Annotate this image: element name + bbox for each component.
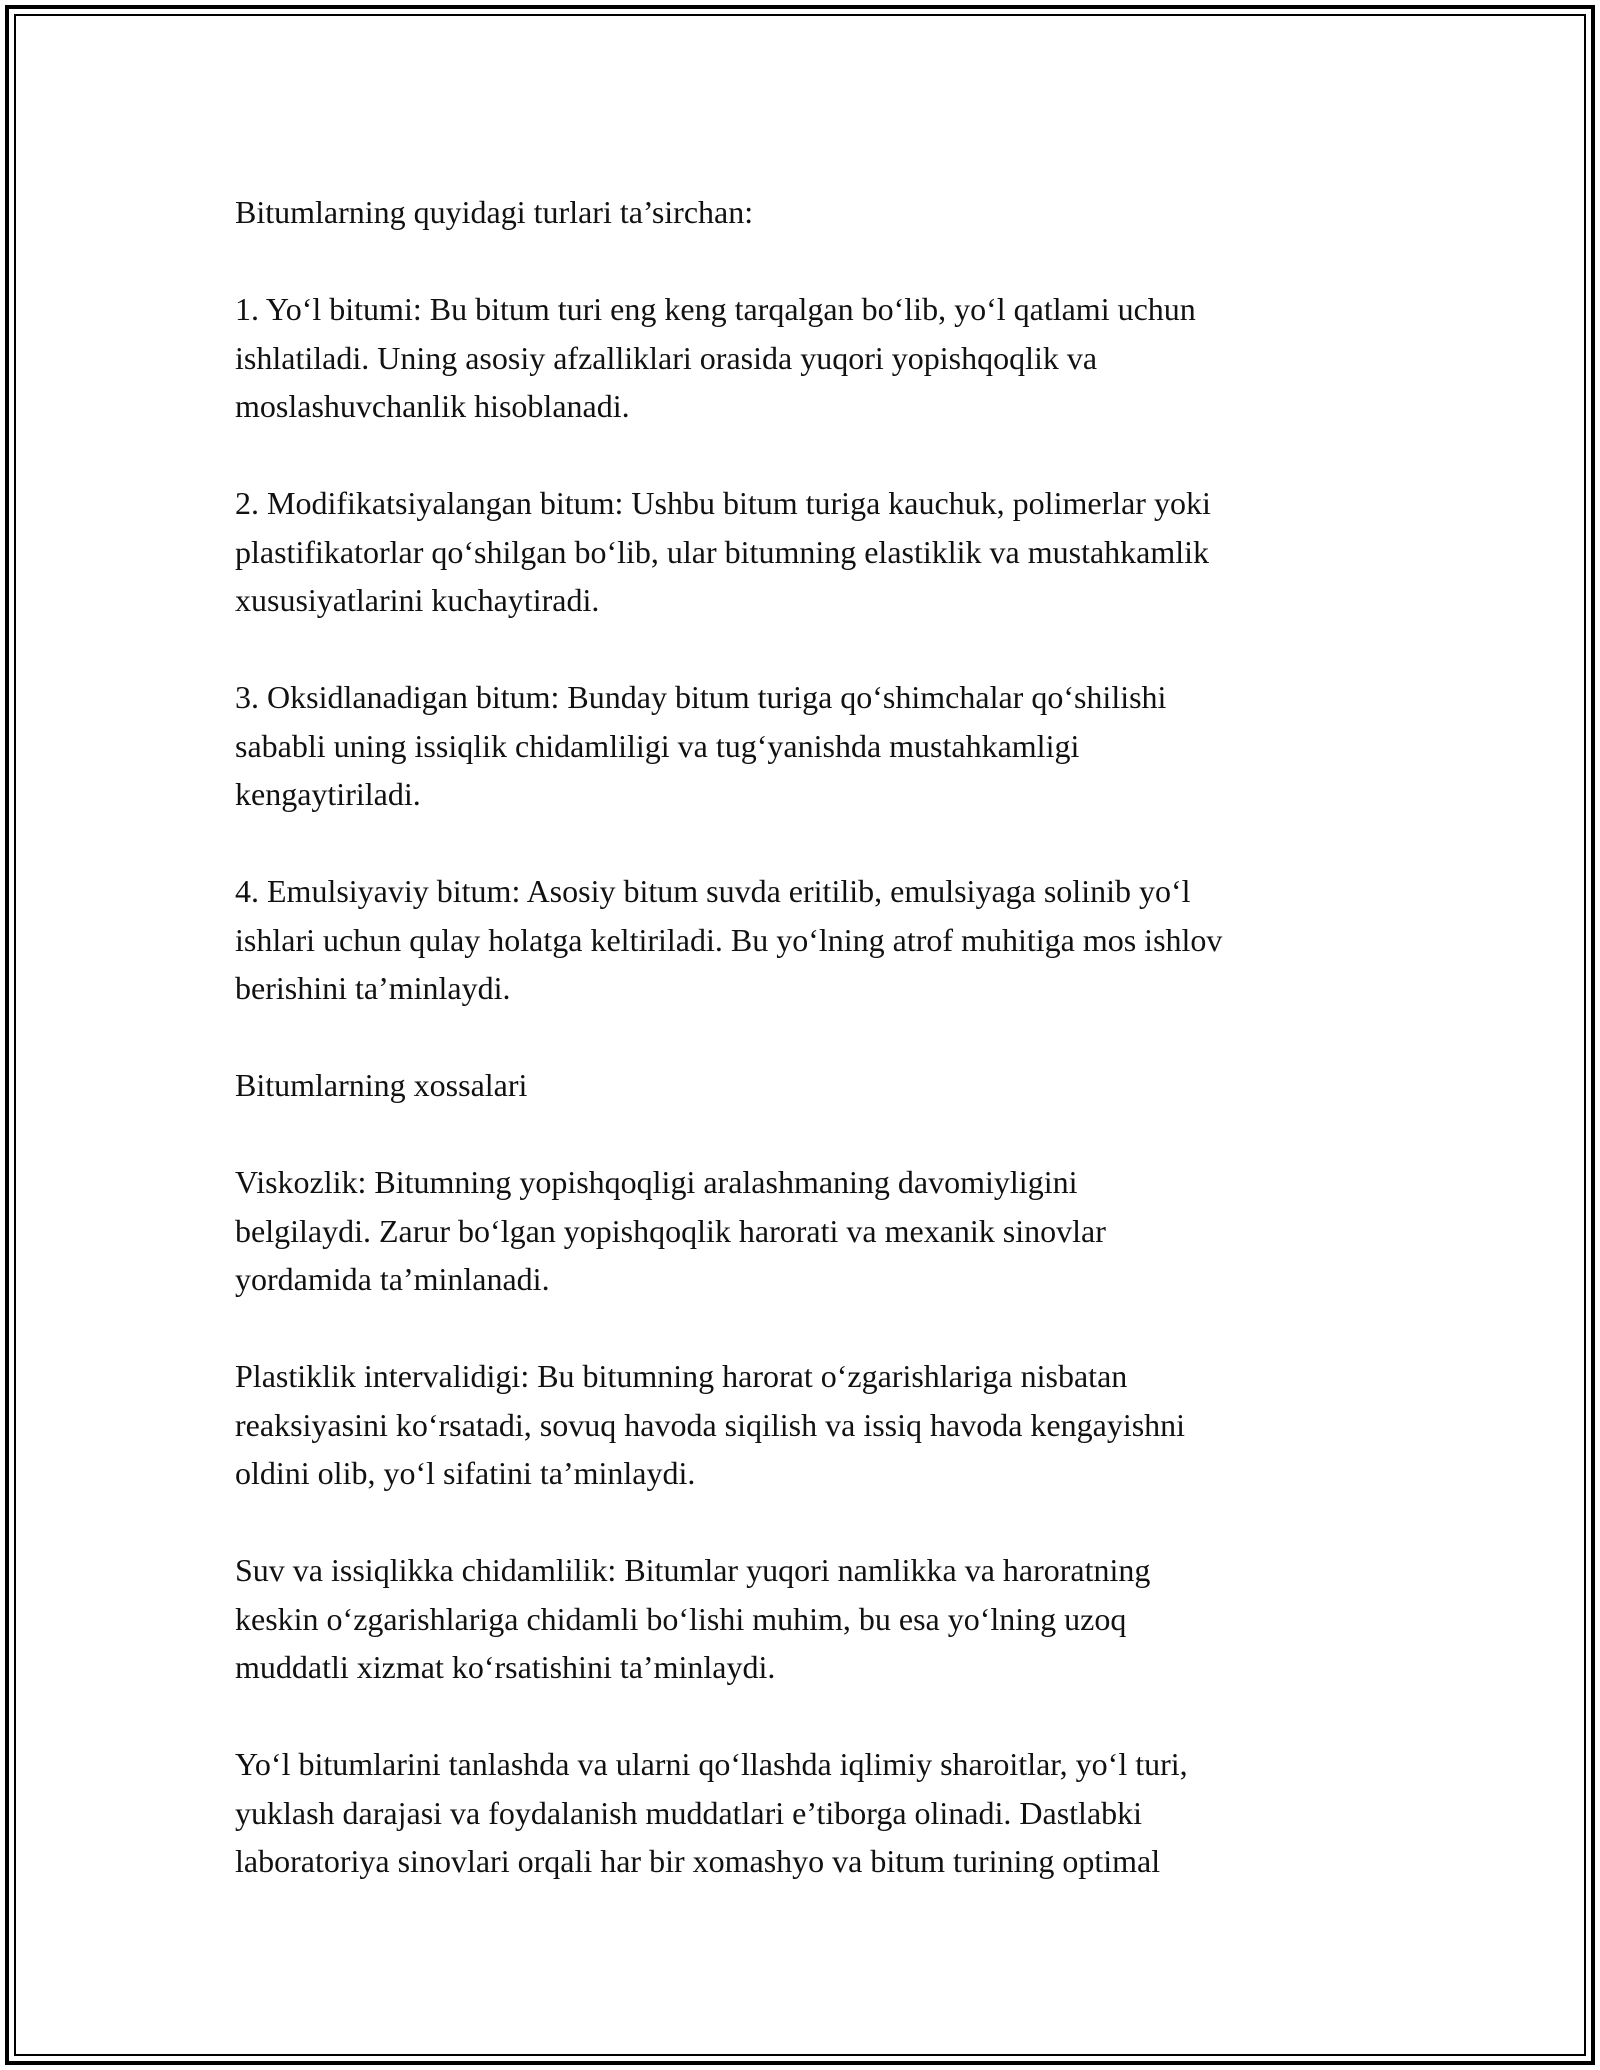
intro-paragraph: Bitumlarning quyidagi turlari ta’sirchan: [235, 194, 754, 230]
property-water-heat-resistance: Suv va issiqlikka chidamlilik: Bitumlar yuqori namlikka va haroratning keskin o‘zgarishlariga chidamli bo‘lishi muhim, bu esa yo‘lning uzoq muddatli xizmat ko‘rsatishini ta’minlaydi. [235, 1552, 1151, 1685]
property-plasticity: Plastiklik intervalidigi: Bu bitumning harorat o‘zgarishlariga nisbatan reaksiyasini ko‘rsatadi, sovuq havoda siqilish va issiq havoda kengayishni oldini olib, yo‘l sifatini ta’minlaydi. [235, 1358, 1186, 1491]
list-item-oxidized-bitumen: 3. Oksidlanadigan bitum: Bunday bitum turiga qo‘shimchalar qo‘shilishi sababli uning issiqlik chidamliligi va tug‘yanishda mustahkamligi kengaytiriladi. [235, 679, 1167, 812]
closing-paragraph: Yo‘l bitumlarini tanlashda va ularni qo‘llashda iqlimiy sharoitlar, yo‘l turi, yuklash darajasi va foydalanish muddatlari e’tiborga olinadi. Dastlabki laboratoriya sinovlari orqali har bir xomashyo va bitum turining optimal [235, 1746, 1188, 1879]
list-item-emulsion-bitumen: 4. Emulsiyaviy bitum: Asosiy bitum suvda eritilib, emulsiyaga solinib yo‘l ishlari uchun qulay holatga keltiriladi. Bu yo‘lning atrof muhitiga mos ishlov berishini ta’minlaydi. [235, 873, 1223, 1006]
list-item-road-bitumen: 1. Yo‘l bitumi: Bu bitum turi eng keng tarqalgan bo‘lib, yo‘l qatlami uchun ishlatiladi. Uning asosiy afzalliklari orasida yuqori yopishqoqlik va moslashuvchanlik hisoblanadi. [235, 291, 1196, 424]
document-body [235, 188, 1395, 1934]
section-heading-properties: Bitumlarning xossalari [235, 1067, 528, 1103]
property-viscosity: Viskozlik: Bitumning yopishqoqligi aralashmaning davomiyligini belgilaydi. Zarur bo‘lgan yopishqoqlik harorati va mexanik sinovlar yordamida ta’minlanadi. [235, 1164, 1106, 1297]
list-item-modified-bitumen: 2. Modifikatsiyalangan bitum: Ushbu bitum turiga kauchuk, polimerlar yoki plastifikatorlar qo‘shilgan bo‘lib, ular bitumning elastiklik va mustahkamlik xususiyatlarini kuchaytiradi. [235, 485, 1211, 618]
